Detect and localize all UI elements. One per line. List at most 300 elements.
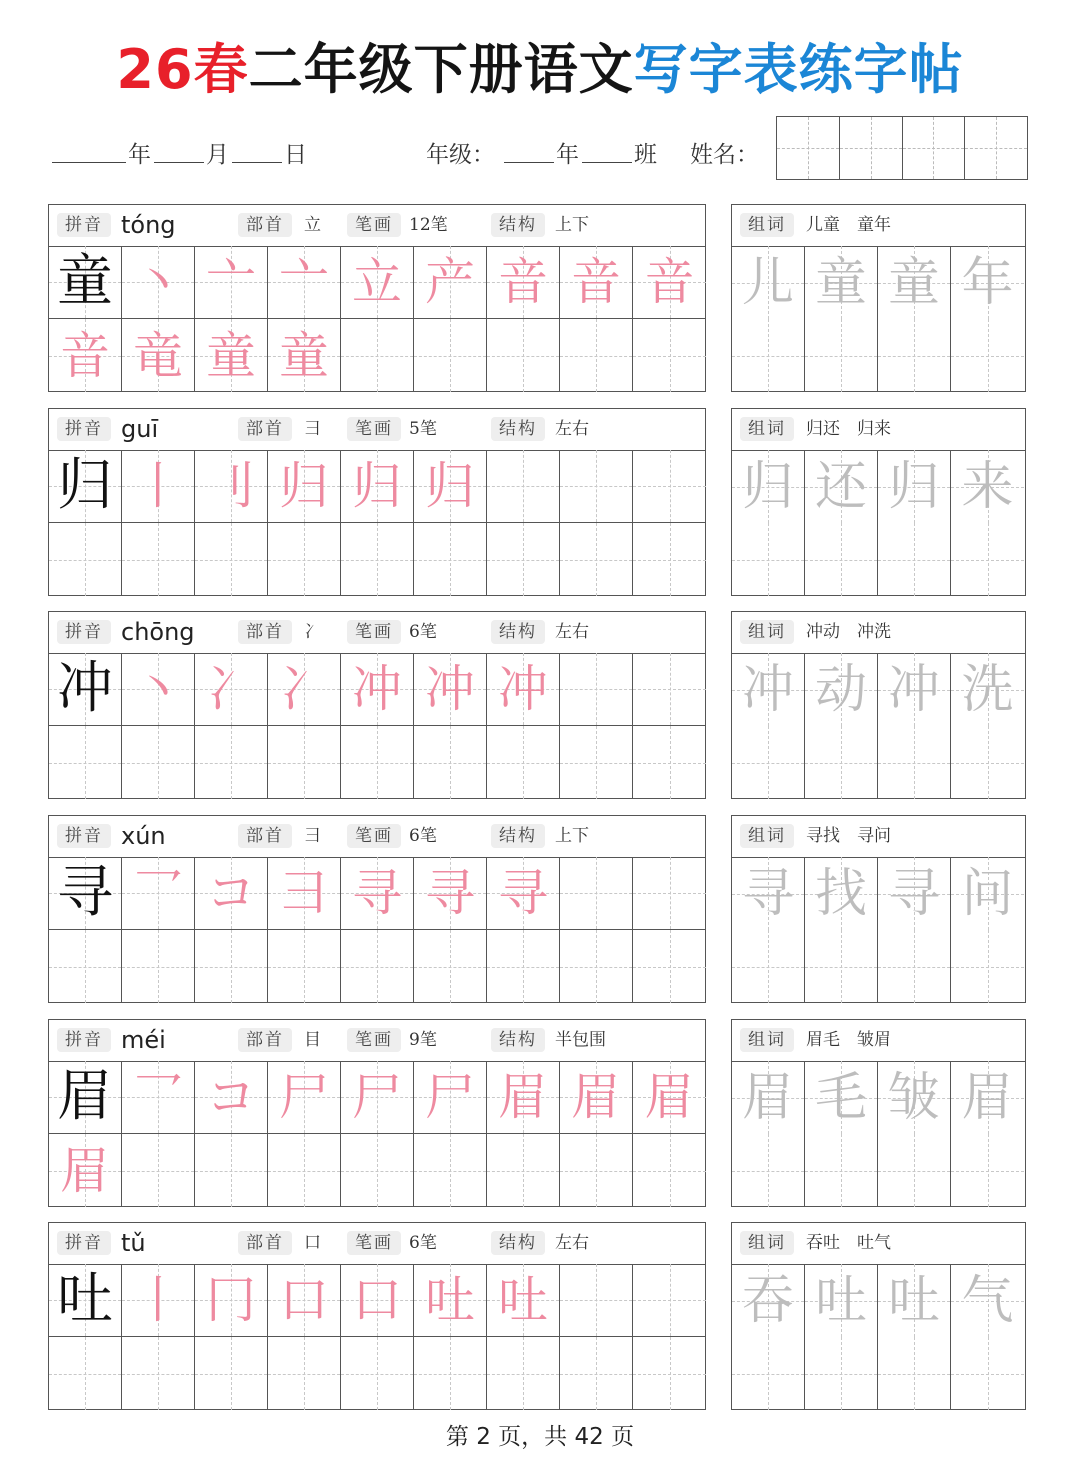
word-trace-character: 年 <box>961 252 1014 313</box>
stroke-step: 眉 <box>60 1141 110 1200</box>
practice-cell[interactable] <box>487 450 560 523</box>
practice-cell[interactable] <box>633 726 706 799</box>
practice-cell[interactable] <box>341 1061 414 1134</box>
stroke-grid <box>49 450 706 596</box>
practice-cell[interactable] <box>195 450 268 523</box>
practice-cell[interactable] <box>487 653 560 726</box>
stroke-step: 冲 <box>425 660 475 718</box>
stroke-grid <box>49 1061 706 1207</box>
word-practice-cell[interactable] <box>878 930 951 1003</box>
practice-cell[interactable] <box>268 726 341 799</box>
radical-value: 立 <box>304 215 321 235</box>
title-part-1: 26春 <box>116 38 249 101</box>
word-grid <box>732 1264 1025 1410</box>
practice-cell[interactable] <box>195 1061 268 1134</box>
stroke-panel <box>48 815 706 1003</box>
structure-value: 左右 <box>555 1233 589 1253</box>
stroke-step: 归 <box>352 457 402 515</box>
word-practice-cell[interactable] <box>732 653 805 726</box>
pinyin-tag: 拼音 <box>57 213 111 237</box>
practice-cell[interactable] <box>49 1061 122 1134</box>
practice-cell[interactable] <box>341 930 414 1003</box>
word-trace-character: 还 <box>814 456 867 517</box>
practice-cell[interactable] <box>487 726 560 799</box>
practice-cell[interactable] <box>49 653 122 726</box>
char-info-header <box>49 816 705 858</box>
practice-cell[interactable] <box>414 319 487 392</box>
word-practice-cell[interactable] <box>732 1134 805 1207</box>
word-practice-cell[interactable] <box>805 1134 878 1207</box>
title-part-2: 二年级下册语文 <box>248 38 634 101</box>
name-cell[interactable] <box>777 117 840 179</box>
name-cell[interactable] <box>965 117 1027 179</box>
word-header <box>732 816 1025 858</box>
word-practice-cell[interactable] <box>878 1061 951 1134</box>
day-label: 日 <box>284 142 307 168</box>
practice-cell[interactable] <box>122 726 195 799</box>
stroke-step: 音 <box>60 326 110 385</box>
word-practice-cell[interactable] <box>878 1264 951 1337</box>
practice-cell[interactable] <box>49 930 122 1003</box>
pinyin-tag: 拼音 <box>57 1231 111 1255</box>
word-practice-cell[interactable] <box>732 450 805 523</box>
practice-cell[interactable] <box>560 1337 633 1410</box>
char-block-1 <box>48 204 1026 392</box>
stroke-step: 寻 <box>425 864 475 922</box>
practice-cell[interactable] <box>487 523 560 596</box>
name-label: 姓名： <box>690 142 759 168</box>
word-practice-cell[interactable] <box>805 857 878 930</box>
structure-value: 左右 <box>555 622 589 642</box>
word-panel <box>731 1019 1026 1207</box>
word-practice-cell[interactable] <box>951 246 1024 319</box>
word-practice-cell[interactable] <box>805 1337 878 1410</box>
word-practice-cell[interactable] <box>951 653 1024 726</box>
practice-cell[interactable] <box>268 319 341 392</box>
practice-cell[interactable] <box>414 857 487 930</box>
stroke-step: コ <box>206 1068 256 1126</box>
practice-cell[interactable] <box>122 1061 195 1134</box>
pinyin-value: tǔ <box>121 1229 146 1257</box>
radical-tag: 部首 <box>238 620 292 644</box>
words-value: 吞吐 吐气 <box>806 1233 891 1253</box>
practice-cell[interactable] <box>122 246 195 319</box>
practice-cell[interactable] <box>341 319 414 392</box>
word-practice-cell[interactable] <box>732 930 805 1003</box>
word-practice-cell[interactable] <box>951 1061 1024 1134</box>
strokes-value: 12笔 <box>409 215 448 235</box>
practice-cell[interactable] <box>195 930 268 1003</box>
word-grid <box>732 653 1025 799</box>
word-trace-character: 吐 <box>887 1270 940 1331</box>
practice-cell[interactable] <box>195 653 268 726</box>
stroke-step: 亠 <box>279 253 329 311</box>
pinyin-value: tóng <box>121 211 176 239</box>
practice-cell[interactable] <box>268 857 341 930</box>
stroke-step: 冂 <box>206 1271 256 1329</box>
word-practice-cell[interactable] <box>732 523 805 596</box>
page-footer: 第 2 页，共 42 页 <box>445 1424 635 1450</box>
stroke-step: 丨 <box>133 1271 183 1329</box>
practice-cell[interactable] <box>487 1061 560 1134</box>
stroke-step: 眉 <box>498 1068 548 1126</box>
pinyin-value: chōng <box>121 618 195 646</box>
strokes-tag: 笔画 <box>347 213 401 237</box>
stroke-grid <box>49 857 706 1003</box>
model-character: 童 <box>57 249 113 314</box>
stroke-panel <box>48 1222 706 1410</box>
radical-value: 彐 <box>304 826 321 846</box>
stroke-panel <box>48 1019 706 1207</box>
practice-cell[interactable] <box>268 1264 341 1337</box>
word-trace-character: 童 <box>814 252 867 313</box>
practice-cell[interactable] <box>195 726 268 799</box>
word-practice-cell[interactable] <box>805 246 878 319</box>
practice-cell[interactable] <box>414 523 487 596</box>
stroke-step: 音 <box>644 253 695 311</box>
structure-value: 上下 <box>555 215 589 235</box>
word-trace-character: 洗 <box>961 659 1014 720</box>
word-practice-cell[interactable] <box>951 319 1024 392</box>
model-character: 寻 <box>57 860 113 925</box>
strokes-value: 9笔 <box>409 1030 437 1050</box>
practice-cell[interactable] <box>49 523 122 596</box>
practice-cell[interactable] <box>560 450 633 523</box>
practice-cell[interactable] <box>122 1337 195 1410</box>
practice-cell[interactable] <box>122 930 195 1003</box>
stroke-panel <box>48 611 706 799</box>
grade-year-label: 年 <box>556 142 579 168</box>
practice-cell[interactable] <box>122 857 195 930</box>
practice-cell[interactable] <box>633 653 706 726</box>
practice-cell[interactable] <box>560 930 633 1003</box>
title-part-3: 写字表练字帖 <box>633 38 964 101</box>
practice-cell[interactable] <box>49 1337 122 1410</box>
practice-cell[interactable] <box>268 930 341 1003</box>
stroke-step: 归 <box>425 457 475 515</box>
practice-cell[interactable] <box>487 1134 560 1207</box>
word-panel <box>731 204 1026 392</box>
word-header <box>732 612 1025 654</box>
radical-tag: 部首 <box>238 417 292 441</box>
practice-cell[interactable] <box>122 450 195 523</box>
stroke-step: 产 <box>425 253 475 311</box>
practice-cell[interactable] <box>414 1337 487 1410</box>
practice-cell[interactable] <box>268 450 341 523</box>
practice-cell[interactable] <box>414 246 487 319</box>
stroke-step: 口 <box>279 1271 329 1329</box>
word-trace-character: 吞 <box>741 1270 794 1331</box>
word-practice-cell[interactable] <box>878 319 951 392</box>
stroke-step: 刂 <box>206 457 256 515</box>
stroke-step: コ <box>206 864 256 922</box>
practice-cell[interactable] <box>341 653 414 726</box>
char-block-3 <box>48 611 1026 799</box>
word-practice-cell[interactable] <box>805 523 878 596</box>
word-practice-cell[interactable] <box>805 726 878 799</box>
practice-cell[interactable] <box>122 653 195 726</box>
practice-cell[interactable] <box>414 1264 487 1337</box>
practice-cell[interactable] <box>633 1337 706 1410</box>
word-trace-character: 皱 <box>887 1067 940 1128</box>
practice-cell[interactable] <box>414 1134 487 1207</box>
word-trace-character: 童 <box>887 252 940 313</box>
word-practice-cell[interactable] <box>732 246 805 319</box>
pinyin-tag: 拼音 <box>57 824 111 848</box>
stroke-step: 眉 <box>644 1068 695 1126</box>
practice-cell[interactable] <box>49 450 122 523</box>
structure-tag: 结构 <box>491 620 545 644</box>
word-practice-cell[interactable] <box>878 523 951 596</box>
day-blank[interactable] <box>232 162 282 163</box>
practice-cell[interactable] <box>633 1061 706 1134</box>
words-value: 儿童 童年 <box>806 215 891 235</box>
word-practice-cell[interactable] <box>951 726 1024 799</box>
stroke-grid <box>49 246 706 392</box>
practice-cell[interactable] <box>487 857 560 930</box>
practice-cell[interactable] <box>195 319 268 392</box>
practice-cell[interactable] <box>487 1337 560 1410</box>
practice-cell[interactable] <box>195 1134 268 1207</box>
word-practice-cell[interactable] <box>951 450 1024 523</box>
practice-cell[interactable] <box>268 1061 341 1134</box>
word-trace-character: 眉 <box>961 1067 1014 1128</box>
radical-tag: 部首 <box>238 1231 292 1255</box>
word-header <box>732 1020 1025 1062</box>
structure-tag: 结构 <box>491 213 545 237</box>
strokes-tag: 笔画 <box>347 620 401 644</box>
stroke-step: 吐 <box>425 1271 475 1329</box>
word-panel <box>731 408 1026 596</box>
practice-cell[interactable] <box>560 319 633 392</box>
word-trace-character: 儿 <box>741 252 794 313</box>
practice-cell[interactable] <box>49 246 122 319</box>
strokes-value: 6笔 <box>409 1233 437 1253</box>
practice-cell[interactable] <box>49 726 122 799</box>
word-practice-cell[interactable] <box>805 450 878 523</box>
word-practice-cell[interactable] <box>732 1264 805 1337</box>
practice-cell[interactable] <box>341 1337 414 1410</box>
practice-cell[interactable] <box>268 246 341 319</box>
strokes-tag: 笔画 <box>347 1231 401 1255</box>
word-practice-cell[interactable] <box>951 1134 1024 1207</box>
word-trace-character: 问 <box>961 863 1014 924</box>
practice-cell[interactable] <box>341 857 414 930</box>
grade-blank[interactable] <box>504 162 554 163</box>
char-info-header <box>49 1223 705 1265</box>
month-blank[interactable] <box>154 162 204 163</box>
year-label: 年 <box>128 142 151 168</box>
radical-value: 冫 <box>304 622 321 642</box>
practice-cell[interactable] <box>268 653 341 726</box>
practice-cell[interactable] <box>268 523 341 596</box>
word-trace-character: 毛 <box>814 1067 867 1128</box>
word-practice-cell[interactable] <box>805 653 878 726</box>
word-trace-character: 动 <box>814 659 867 720</box>
practice-cell[interactable] <box>49 857 122 930</box>
words-tag: 组词 <box>740 620 794 644</box>
name-grid[interactable] <box>776 116 1028 180</box>
practice-cell[interactable] <box>195 1264 268 1337</box>
practice-cell[interactable] <box>633 450 706 523</box>
practice-cell[interactable] <box>560 246 633 319</box>
strokes-value: 5笔 <box>409 419 437 439</box>
words-value: 冲动 冲洗 <box>806 622 891 642</box>
practice-cell[interactable] <box>414 930 487 1003</box>
stroke-grid <box>49 1264 706 1410</box>
practice-cell[interactable] <box>560 1264 633 1337</box>
practice-cell[interactable] <box>341 726 414 799</box>
name-cell[interactable] <box>840 117 903 179</box>
practice-cell[interactable] <box>560 1134 633 1207</box>
practice-cell[interactable] <box>560 857 633 930</box>
word-practice-cell[interactable] <box>951 930 1024 1003</box>
stroke-step: 乛 <box>133 864 183 922</box>
word-practice-cell[interactable] <box>732 1061 805 1134</box>
word-practice-cell[interactable] <box>878 726 951 799</box>
practice-cell[interactable] <box>49 1134 122 1207</box>
practice-cell[interactable] <box>195 1337 268 1410</box>
char-info-header <box>49 205 705 247</box>
practice-cell[interactable] <box>49 1264 122 1337</box>
word-practice-cell[interactable] <box>732 319 805 392</box>
stroke-step: 冫 <box>279 660 329 718</box>
stroke-step: 乛 <box>133 1068 183 1126</box>
word-practice-cell[interactable] <box>951 523 1024 596</box>
word-practice-cell[interactable] <box>878 1337 951 1410</box>
stroke-panel <box>48 204 706 392</box>
practice-cell[interactable] <box>560 523 633 596</box>
practice-cell[interactable] <box>560 1061 633 1134</box>
word-trace-character: 眉 <box>741 1067 794 1128</box>
name-cell[interactable] <box>903 117 966 179</box>
stroke-step: 吐 <box>498 1271 548 1329</box>
practice-cell[interactable] <box>341 1134 414 1207</box>
strokes-tag: 笔画 <box>347 824 401 848</box>
practice-cell[interactable] <box>414 450 487 523</box>
practice-cell[interactable] <box>487 1264 560 1337</box>
practice-cell[interactable] <box>633 246 706 319</box>
stroke-step: 丶 <box>133 253 183 311</box>
class-label: 班 <box>634 142 657 168</box>
practice-cell[interactable] <box>122 1134 195 1207</box>
stroke-step: 音 <box>498 253 548 311</box>
practice-cell[interactable] <box>414 653 487 726</box>
char-block-5 <box>48 1019 1026 1207</box>
word-practice-cell[interactable] <box>878 246 951 319</box>
stroke-step: 亠 <box>206 253 256 311</box>
practice-cell[interactable] <box>341 523 414 596</box>
stroke-step: 寻 <box>352 864 402 922</box>
word-practice-cell[interactable] <box>951 1264 1024 1337</box>
word-practice-cell[interactable] <box>805 930 878 1003</box>
word-practice-cell[interactable] <box>878 857 951 930</box>
stroke-panel <box>48 408 706 596</box>
practice-cell[interactable] <box>341 246 414 319</box>
practice-cell[interactable] <box>195 246 268 319</box>
stroke-step: 寻 <box>498 864 548 922</box>
stroke-step: 竜 <box>133 326 183 385</box>
word-practice-cell[interactable] <box>878 450 951 523</box>
practice-cell[interactable] <box>341 1264 414 1337</box>
practice-cell[interactable] <box>414 726 487 799</box>
practice-cell[interactable] <box>341 450 414 523</box>
practice-cell[interactable] <box>633 930 706 1003</box>
word-practice-cell[interactable] <box>732 726 805 799</box>
practice-cell[interactable] <box>560 726 633 799</box>
word-grid <box>732 857 1025 1003</box>
stroke-step: 归 <box>279 457 329 515</box>
practice-cell[interactable] <box>487 930 560 1003</box>
word-trace-character: 冲 <box>741 659 794 720</box>
word-practice-cell[interactable] <box>732 1337 805 1410</box>
practice-cell[interactable] <box>414 1061 487 1134</box>
stroke-step: 眉 <box>571 1068 621 1126</box>
practice-cell[interactable] <box>633 1264 706 1337</box>
structure-value: 左右 <box>555 419 589 439</box>
structure-tag: 结构 <box>491 824 545 848</box>
word-practice-cell[interactable] <box>951 1337 1024 1410</box>
practice-cell[interactable] <box>122 523 195 596</box>
word-trace-character: 归 <box>887 456 940 517</box>
class-blank[interactable] <box>582 162 632 163</box>
practice-cell[interactable] <box>268 1134 341 1207</box>
practice-cell[interactable] <box>560 653 633 726</box>
practice-cell[interactable] <box>633 319 706 392</box>
practice-cell[interactable] <box>487 319 560 392</box>
word-practice-cell[interactable] <box>732 857 805 930</box>
pinyin-tag: 拼音 <box>57 620 111 644</box>
practice-cell[interactable] <box>487 246 560 319</box>
word-practice-cell[interactable] <box>878 653 951 726</box>
word-practice-cell[interactable] <box>878 1134 951 1207</box>
words-tag: 组词 <box>740 1028 794 1052</box>
structure-tag: 结构 <box>491 1028 545 1052</box>
char-block-2 <box>48 408 1026 596</box>
date-class-row <box>50 132 790 172</box>
word-trace-character: 寻 <box>887 863 940 924</box>
practice-cell[interactable] <box>633 523 706 596</box>
practice-cell[interactable] <box>633 857 706 930</box>
radical-tag: 部首 <box>238 213 292 237</box>
word-practice-cell[interactable] <box>805 319 878 392</box>
stroke-step: 彐 <box>279 864 329 922</box>
stroke-step: 冫 <box>206 660 256 718</box>
pinyin-tag: 拼音 <box>57 1028 111 1052</box>
practice-cell[interactable] <box>122 1264 195 1337</box>
practice-cell[interactable] <box>122 319 195 392</box>
strokes-value: 6笔 <box>409 826 437 846</box>
stroke-step: 丶 <box>133 660 183 718</box>
practice-cell[interactable] <box>268 1337 341 1410</box>
practice-cell[interactable] <box>195 857 268 930</box>
stroke-step: 童 <box>206 326 256 385</box>
year-blank[interactable] <box>52 162 126 163</box>
strokes-tag: 笔画 <box>347 1028 401 1052</box>
char-block-4 <box>48 815 1026 1003</box>
word-practice-cell[interactable] <box>805 1264 878 1337</box>
practice-cell[interactable] <box>49 319 122 392</box>
model-character: 吐 <box>57 1267 113 1332</box>
stroke-step: 丨 <box>133 457 183 515</box>
word-trace-character: 气 <box>961 1270 1014 1331</box>
word-practice-cell[interactable] <box>805 1061 878 1134</box>
strokes-value: 6笔 <box>409 622 437 642</box>
practice-cell[interactable] <box>633 1134 706 1207</box>
practice-cell[interactable] <box>195 523 268 596</box>
word-trace-character: 冲 <box>887 659 940 720</box>
word-practice-cell[interactable] <box>951 857 1024 930</box>
